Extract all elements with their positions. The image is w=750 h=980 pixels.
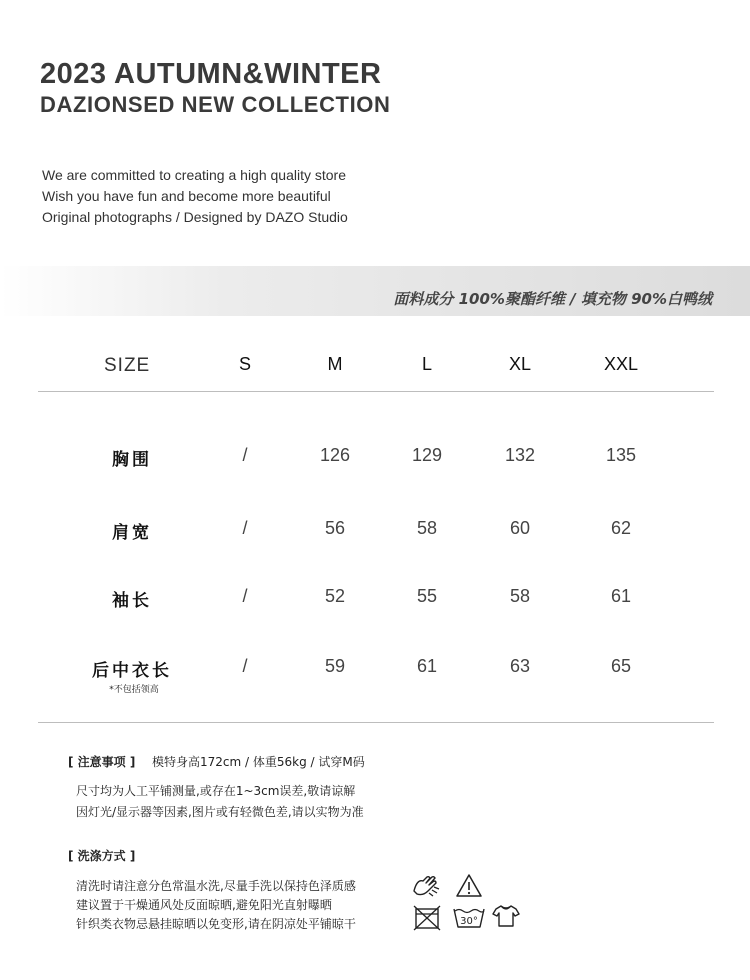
dry-flat-icon [491, 903, 521, 929]
row-label-shoulder: 肩宽 [112, 523, 152, 543]
wash-30-icon [452, 905, 486, 929]
table-cell: 60 [509, 518, 531, 538]
table-cell: 129 [411, 445, 443, 465]
table-bottom-divider [38, 722, 714, 723]
table-top-divider [38, 391, 714, 392]
table-cell: 55 [416, 586, 438, 606]
table-cell: 63 [509, 656, 531, 676]
row-note-excl-collar: *不包括领高 [109, 685, 159, 695]
row-label-sleeve: 袖长 [112, 591, 152, 611]
washing-line-3: 针织类衣物忌悬挂晾晒以免变形,请在阴凉处平铺晾干 [76, 917, 356, 931]
table-cell: 59 [324, 656, 346, 676]
table-cell: 135 [605, 445, 637, 465]
table-cell: 58 [416, 518, 438, 538]
table-cell: 132 [504, 445, 536, 465]
washing-heading: [ 洗涤方式 ] [68, 849, 136, 863]
size-col-l: L [421, 354, 433, 374]
table-cell: 61 [416, 656, 438, 676]
table-cell: / [242, 656, 248, 676]
table-cell: / [242, 445, 248, 465]
size-col-m: M [327, 354, 343, 374]
table-cell: 61 [610, 586, 632, 606]
washing-line-2: 建议置于干燥通风处反面晾晒,避免阳光直射曝晒 [76, 898, 332, 912]
notes-heading: [ 注意事项 ] [68, 755, 136, 769]
table-cell: 58 [509, 586, 531, 606]
table-cell: 126 [319, 445, 351, 465]
warning-icon [455, 873, 483, 898]
note-line-1: 尺寸均为人工平铺测量,或存在1~3cm误差,敬请谅解 [76, 784, 356, 798]
hand-wash-icon [411, 871, 441, 899]
table-cell: / [242, 586, 248, 606]
size-col-xxl: XXL [603, 354, 639, 374]
washing-line-1: 清洗时请注意分色常温水洗,尽量手洗以保持色泽质感 [76, 879, 356, 893]
note-line-2: 因灯光/显示器等因素,图片或有轻微色差,请以实物为准 [76, 805, 364, 819]
table-cell: / [242, 518, 248, 538]
table-cell: 62 [610, 518, 632, 538]
material-composition: 面料成分 100%聚酯纤维 / 填充物 90%白鸭绒 [393, 290, 712, 308]
collection-title: 2023 AUTUMN&WINTER [40, 58, 382, 90]
row-label-back-length: 后中衣长 [92, 661, 172, 681]
table-cell: 52 [324, 586, 346, 606]
tagline-3: Original photographs / Designed by DAZO Studio [42, 209, 348, 225]
table-cell: 56 [324, 518, 346, 538]
table-cell: 65 [610, 656, 632, 676]
row-label-chest: 胸围 [112, 450, 152, 470]
tagline-2: Wish you have fun and become more beautiful [42, 188, 331, 204]
size-header-label: SIZE [104, 355, 151, 376]
size-col-s: S [238, 354, 252, 374]
collection-subtitle: DAZIONSED NEW COLLECTION [40, 92, 391, 117]
wash-temp-label: 30° [460, 916, 478, 927]
model-info: 模特身高172cm / 体重56kg / 试穿M码 [152, 755, 365, 769]
tagline-1: We are committed to creating a high quality store [42, 167, 347, 183]
size-col-xl: XL [508, 354, 532, 374]
no-tumble-dry-icon [413, 905, 441, 931]
